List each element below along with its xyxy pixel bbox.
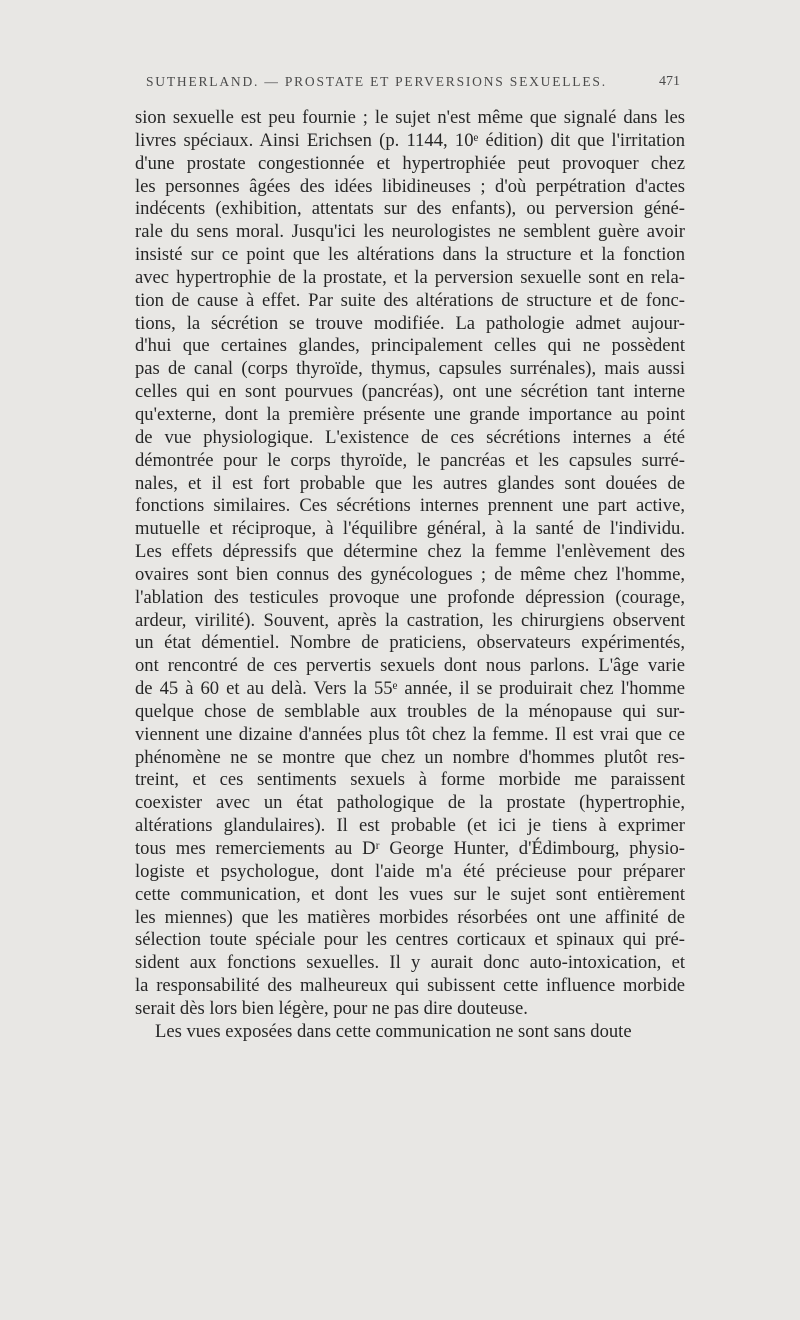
- text-line: tions, la sécrétion se trouve modifiée. La pathologie admet aujour-: [135, 312, 685, 334]
- running-head: [140, 74, 680, 98]
- page-number: 471: [659, 74, 680, 89]
- text-line: fonctions similaires. Ces sécrétions internes prennent une part active,: [135, 495, 685, 517]
- text-line: ont rencontré de ces pervertis sexuels dont nous parlons. L'âge varie: [135, 655, 685, 677]
- text-line: altérations glandulaires). Il est probable (et ici je tiens à exprimer: [135, 815, 685, 837]
- text-line: cette communication, et dont les vues sur le sujet sont entièrement: [135, 883, 685, 905]
- text-line: d'une prostate congestionnée et hypertrophiée peut provoquer chez: [135, 152, 685, 174]
- text-line: mutuelle et réciproque, à l'équilibre général, à la santé de l'individu.: [135, 518, 685, 540]
- text-line: logiste et psychologue, dont l'aide m'a été précieuse pour préparer: [135, 860, 685, 882]
- text-line: démontrée pour le corps thyroïde, le pancréas et les capsules surré-: [135, 449, 685, 471]
- text-line: de 45 à 60 et au delà. Vers la 55ᵉ année, il se produirait chez l'homme: [135, 678, 685, 700]
- text-line: la responsabilité des malheureux qui subissent cette influence morbide: [135, 975, 685, 997]
- text-line: Les effets dépressifs que détermine chez la femme l'enlèvement des: [135, 541, 685, 563]
- text-line: quelque chose de semblable aux troubles de la ménopause qui sur-: [135, 700, 685, 722]
- text-line: un état démentiel. Nombre de praticiens, observateurs expérimentés,: [135, 632, 685, 654]
- text-line: d'hui que certaines glandes, principalement celles qui ne possèdent: [135, 335, 685, 357]
- text-line: les personnes âgées des idées libidineuses ; d'où perpétration d'actes: [135, 175, 685, 197]
- text-line: pas de canal (corps thyroïde, thymus, capsules surrénales), mais aussi: [135, 358, 685, 380]
- text-line: phénomène ne se montre que chez un nombre d'hommes plutôt res-: [135, 746, 685, 768]
- text-line: indécents (exhibition, attentats sur des enfants), ou perversion géné-: [135, 198, 685, 220]
- body-text: [135, 107, 685, 1044]
- text-line: l'ablation des testicules provoque une profonde dépression (courage,: [135, 586, 685, 608]
- text-line: celles qui en sont pourvues (pancréas), ont une sécrétion tant interne: [135, 381, 685, 403]
- text-line: ardeur, virilité). Souvent, après la castration, les chirurgiens observent: [135, 609, 685, 631]
- text-line: treint, et ces sentiments sexuels à forme morbide me paraissent: [135, 769, 685, 791]
- text-line: de vue physiologique. L'existence de ces sécrétions internes a été: [135, 426, 685, 448]
- text-line: viennent une dizaine d'années plus tôt chez la femme. Il est vrai que ce: [135, 723, 685, 745]
- text-line: ovaires sont bien connus des gynécologues ; de même chez l'homme,: [135, 563, 685, 585]
- text-line: tion de cause à effet. Par suite des altérations de structure et de fonc-: [135, 289, 685, 311]
- text-line: qu'externe, dont la première présente une grande importance au point: [135, 403, 685, 425]
- text-line: sélection toute spéciale pour les centres corticaux et spinaux qui pré-: [135, 929, 685, 951]
- text-line: tous mes remerciements au Dʳ George Hunter, d'Édimbourg, physio-: [135, 838, 685, 859]
- text-line: sion sexuelle est peu fournie ; le sujet n'est même que signalé dans les: [135, 107, 685, 128]
- running-title: SUTHERLAND. — PROSTATE ET PERVERSIONS SEXUELLES.: [146, 74, 607, 89]
- text-line: serait dès lors bien légère, pour ne pas dire douteuse.: [135, 997, 528, 1019]
- text-line: sident aux fonctions sexuelles. Il y aurait donc auto-intoxication, et: [135, 952, 685, 974]
- text-line: nales, et il est fort probable que les autres glandes sont douées de: [135, 472, 685, 494]
- text-line: insisté sur ce point que les altérations dans la structure et la fonction: [135, 244, 685, 266]
- text-line: avec hypertrophie de la prostate, et la perversion sexuelle sont en rela-: [135, 266, 685, 288]
- text-line: livres spéciaux. Ainsi Erichsen (p. 1144, 10ᵉ édition) dit que l'irritation: [135, 129, 685, 151]
- text-line: Les vues exposées dans cette communication ne sont sans doute: [155, 1020, 632, 1042]
- text-line: coexister avec un état pathologique de la prostate (hypertrophie,: [135, 792, 685, 814]
- text-line: rale du sens moral. Jusqu'ici les neurologistes ne semblent guère avoir: [135, 221, 685, 243]
- text-line: les miennes) que les matières morbides résorbées ont une affinité de: [135, 906, 685, 928]
